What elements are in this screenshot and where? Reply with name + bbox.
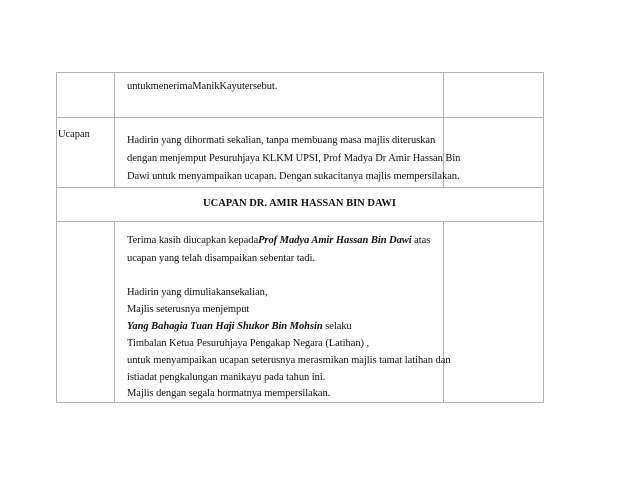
table-col-divider-1-top	[114, 72, 115, 188]
row4-p1-line-2: ucapan yang telah disampaikan sebentar tadi.	[127, 253, 315, 264]
row2-label: Ucapan	[58, 129, 90, 140]
row2-line-1: Hadirin yang dihormati sekalian, tanpa membuang masa majlis diteruskan	[127, 135, 436, 146]
row4-p2-line-4: Timbalan Ketua Pesuruhjaya Pengakap Negara (Latihan) ,	[127, 338, 370, 349]
table-border-row2-bottom	[56, 187, 544, 188]
row4-p2-guest-name: Yang Bahagia Tuan Haji Shukor Bin Mohsin	[127, 321, 323, 332]
table-border-right	[543, 72, 544, 403]
row4-p2-role-text: selaku	[322, 321, 352, 332]
table-border-left	[56, 72, 57, 403]
row4-p1-honoree-name: Prof Madya Amir Hassan Bin Dawi	[258, 235, 412, 246]
row4-p1-text-pre: Terima kasih diucapkan kepada	[127, 235, 259, 246]
row4-p2-line-2: Majlis seterusnya menjemput	[127, 304, 250, 315]
table-col-divider-1-bottom	[114, 221, 115, 403]
row2-line-2: dengan menjemput Pesuruhjaya KLKM UPSI, Prof Madya Dr Amir Hassan Bin	[127, 153, 461, 164]
row4-p1-line-1	[127, 234, 430, 247]
row4-p2-line-5: untuk menyampaikan ucapan seterusnya merasmikan majlis tamat latihan dan	[127, 355, 451, 366]
row4-p2-line-6: istiadat pengkalungan manikayu pada tahun ini.	[127, 372, 326, 383]
row4-p2-line-3	[127, 320, 352, 333]
section-header: UCAPAN DR. AMIR HASSAN BIN DAWI	[203, 198, 396, 209]
table-border-row1-bottom	[56, 117, 544, 118]
row4-p1-text-post: atas	[411, 235, 431, 246]
table-border-header-bottom	[56, 221, 544, 222]
table-border-bottom	[56, 402, 544, 403]
row4-p2-line-7: Majlis dengan segala hormatnya mempersilakan.	[127, 388, 331, 399]
row4-p2-line-1: Hadirin yang dimuliakansekalian,	[127, 287, 268, 298]
table-border-top	[56, 72, 544, 73]
table-col-divider-2-bottom	[443, 221, 444, 403]
row1-text: untukmenerimaManikKayutersebut.	[127, 81, 278, 92]
row2-line-3: Dawi untuk menyampaikan ucapan. Dengan sukacitanya majlis mempersilakan.	[127, 171, 460, 182]
